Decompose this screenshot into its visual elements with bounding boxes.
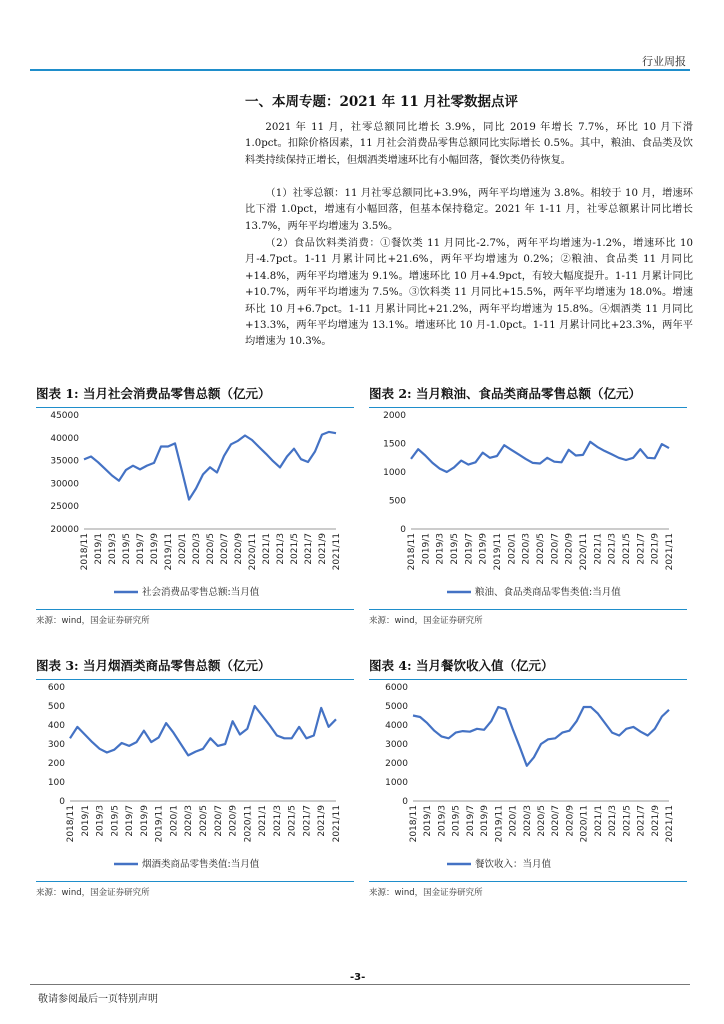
figure-1-title: 图表 1: 当月社会消费品零售总额（亿元） xyxy=(36,383,354,408)
y-tick-label: 500 xyxy=(388,496,406,507)
x-tick-label: 2020/5 xyxy=(537,805,547,837)
legend-label: 餐饮收入：当月值 xyxy=(475,859,552,870)
y-tick-label: 5000 xyxy=(385,702,408,712)
y-tick-label: 4000 xyxy=(385,721,408,731)
y-tick-label: 45000 xyxy=(50,411,79,421)
x-tick-label: 2019/3 xyxy=(437,805,448,837)
header-report-type: 行业周报 xyxy=(642,55,686,68)
y-tick-label: 400 xyxy=(47,721,65,731)
x-tick-label: 2019/1 xyxy=(423,805,434,837)
x-tick-label: 2020/5 xyxy=(206,533,216,565)
figure-2-source: 来源：wind，国金证券研究所 xyxy=(369,609,687,626)
series-line xyxy=(84,432,336,500)
x-tick-label: 2020/7 xyxy=(213,805,224,837)
y-tick-label: 0 xyxy=(400,525,406,535)
figure-1 xyxy=(36,383,354,628)
x-tick-label: 2021/11 xyxy=(332,805,342,843)
x-tick-label: 2019/7 xyxy=(136,533,146,565)
series-line xyxy=(413,707,669,766)
chart-4 xyxy=(369,681,687,881)
x-tick-label: 2019/3 xyxy=(435,533,446,565)
chart-2 xyxy=(369,409,687,609)
x-tick-label: 2020/11 xyxy=(579,805,590,843)
y-tick-label: 0 xyxy=(59,797,65,807)
x-tick-label: 2019/11 xyxy=(494,805,505,843)
x-tick-label: 2020/3 xyxy=(521,533,532,565)
x-tick-label: 2021/5 xyxy=(622,533,632,565)
y-tick-label: 1500 xyxy=(383,439,406,450)
x-tick-label: 2021/1 xyxy=(593,805,604,837)
x-tick-label: 2019/11 xyxy=(164,533,174,571)
x-tick-label: 2020/3 xyxy=(184,805,195,837)
y-tick-label: 3000 xyxy=(385,740,408,750)
x-tick-label: 2021/1 xyxy=(258,805,269,837)
y-tick-label: 2000 xyxy=(385,759,408,769)
legend-label: 烟酒类商品零售类值:当月值 xyxy=(142,859,260,870)
x-tick-label: 2020/9 xyxy=(234,533,244,565)
x-tick-label: 2019/3 xyxy=(95,805,106,837)
y-tick-label: 30000 xyxy=(50,479,79,490)
x-tick-label: 2021/11 xyxy=(332,533,342,571)
x-tick-label: 2021/7 xyxy=(636,533,647,565)
figure-2 xyxy=(369,383,687,628)
x-tick-label: 2021/5 xyxy=(287,805,298,837)
figure-3-title: 图表 3: 当月烟酒类商品零售总额（亿元） xyxy=(36,655,354,680)
x-tick-label: 2021/9 xyxy=(650,805,661,837)
section-title: 一、本周专题：2021 年 11 月社零数据点评 xyxy=(245,94,518,110)
x-tick-label: 2021/1 xyxy=(262,533,272,565)
x-tick-label: 2019/3 xyxy=(108,533,118,565)
x-tick-label: 2019/1 xyxy=(94,533,104,565)
x-tick-label: 2020/3 xyxy=(522,805,533,837)
x-tick-label: 2020/3 xyxy=(192,533,202,565)
figure-4-title: 图表 4: 当月餐饮收入值（亿元） xyxy=(369,655,687,680)
x-tick-label: 2019/5 xyxy=(110,805,121,837)
x-tick-label: 2019/11 xyxy=(154,805,165,843)
x-tick-label: 2021/3 xyxy=(607,533,618,565)
x-tick-label: 2020/1 xyxy=(507,533,518,565)
x-tick-label: 2021/9 xyxy=(318,533,328,565)
x-tick-label: 2019/9 xyxy=(139,805,150,837)
x-tick-label: 2018/11 xyxy=(80,533,90,571)
chart-1 xyxy=(36,409,354,609)
x-tick-label: 2019/1 xyxy=(80,805,91,837)
chart-3 xyxy=(36,681,354,881)
x-tick-label: 2021/11 xyxy=(665,533,675,571)
x-tick-label: 2020/5 xyxy=(199,805,209,837)
y-tick-label: 1000 xyxy=(385,778,408,788)
x-tick-label: 2019/7 xyxy=(125,805,136,837)
x-tick-label: 2021/9 xyxy=(317,805,328,837)
x-tick-label: 2021/7 xyxy=(302,805,313,837)
x-tick-label: 2020/1 xyxy=(508,805,519,837)
y-tick-label: 1000 xyxy=(383,468,406,478)
x-tick-label: 2020/1 xyxy=(169,805,180,837)
x-tick-label: 2021/5 xyxy=(622,805,633,837)
x-tick-label: 2020/11 xyxy=(579,533,589,571)
paragraph-total-retail: （1）社零总额：11 月社零总额同比+3.9%，两年平均增速为 3.8%。相较于 10 月，增速环比下滑 1.0pct，增速有小幅回落，但基本保持稳定。2021 年 1-11 月，社零总额累计同比增长 13.7%，两年平均增速为 3.5%。 xyxy=(245,188,693,232)
y-tick-label: 600 xyxy=(47,683,65,693)
y-tick-label: 300 xyxy=(47,740,65,750)
x-tick-label: 2021/11 xyxy=(665,805,675,843)
x-tick-label: 2019/7 xyxy=(464,533,475,565)
x-tick-label: 2020/11 xyxy=(243,805,254,843)
x-tick-label: 2021/3 xyxy=(272,805,283,837)
figure-3-source: 来源：wind，国金证券研究所 xyxy=(36,881,354,898)
y-tick-label: 20000 xyxy=(50,525,79,535)
x-tick-label: 2019/5 xyxy=(451,805,462,837)
x-tick-label: 2021/3 xyxy=(608,805,619,837)
x-tick-label: 2019/9 xyxy=(480,805,491,837)
figure-4 xyxy=(369,655,687,900)
x-tick-label: 2019/7 xyxy=(465,805,476,837)
y-tick-label: 500 xyxy=(47,702,65,712)
legend-label: 粮油、食品类商品零售类值:当月值 xyxy=(475,587,621,598)
legend-label: 社会消费品零售总额:当月值 xyxy=(142,587,260,598)
page-number: -3- xyxy=(350,972,366,983)
figure-1-source: 来源：wind，国金证券研究所 xyxy=(36,609,354,626)
x-tick-label: 2018/11 xyxy=(66,805,76,843)
x-tick-label: 2019/11 xyxy=(493,533,503,571)
y-tick-label: 40000 xyxy=(50,433,79,444)
figure-3 xyxy=(36,655,354,900)
y-tick-label: 35000 xyxy=(50,456,79,467)
x-tick-label: 2018/11 xyxy=(407,533,417,571)
paragraph-food-beverage: （2）食品饮料类消费：①餐饮类 11 月同比-2.7%，两年平均增速为-1.2%，增速环比 10 月-4.7pct。1-11 月累计同比+21.6%，两年平均增速为 0.2%；②粮油、食品类 11 月同比+14.8%，两年平均增速为 9.1%。增速环比 10 月+4.9pct，有较大幅度提升。1-11 月累计同比+10.7%，两年平均增速为 7.5%。③饮料类 11 月同比+15.5%，两年平均增速为 18.0%。增速环比 10 月+6.7pct。1-11 月累计同比+21.2%，两年平均增速为 15.8%。④烟酒类 11 月同比+13.3%，两年平均增速为 13.1%。增速环比 10 月-1.0pct。1-11 月累计同比+23.3%，两年平均增速为 10.3%。 xyxy=(245,238,693,348)
x-tick-label: 2020/9 xyxy=(228,805,239,837)
y-tick-label: 2000 xyxy=(383,411,406,421)
y-tick-label: 25000 xyxy=(50,502,79,513)
x-tick-label: 2019/9 xyxy=(150,533,160,565)
x-tick-label: 2021/7 xyxy=(304,533,314,565)
y-tick-label: 0 xyxy=(402,797,408,807)
header-divider xyxy=(30,69,690,71)
footer-divider xyxy=(30,984,690,985)
x-tick-label: 2020/1 xyxy=(178,533,188,565)
x-tick-label: 2019/9 xyxy=(478,533,489,565)
x-tick-label: 2021/9 xyxy=(650,533,661,565)
x-tick-label: 2018/11 xyxy=(409,805,419,843)
figure-4-source: 来源：wind，国金证券研究所 xyxy=(369,881,687,898)
x-tick-label: 2020/9 xyxy=(564,533,575,565)
x-tick-label: 2021/1 xyxy=(593,533,604,565)
x-tick-label: 2020/11 xyxy=(248,533,258,571)
figure-2-title: 图表 2: 当月粮油、食品类商品零售总额（亿元） xyxy=(369,383,687,408)
x-tick-label: 2020/9 xyxy=(565,805,576,837)
x-tick-label: 2021/3 xyxy=(276,533,286,565)
y-tick-label: 200 xyxy=(47,759,65,769)
x-tick-label: 2021/7 xyxy=(636,805,647,837)
x-tick-label: 2020/7 xyxy=(551,805,562,837)
x-tick-label: 2020/7 xyxy=(550,533,561,565)
x-tick-label: 2019/5 xyxy=(122,533,132,565)
series-line xyxy=(70,706,336,755)
x-tick-label: 2019/5 xyxy=(450,533,460,565)
y-tick-label: 6000 xyxy=(385,683,408,693)
x-tick-label: 2021/5 xyxy=(290,533,300,565)
paragraph-summary: 2021 年 11 月，社零总额同比增长 3.9%，同比 2019 年增长 7.7%，环比 10 月下滑 1.0pct。扣除价格因素，11 月社会消费品零售总额同比实际增长 0.5%。其中，粮油、食品类及饮料类持续保持正增长，但烟酒类增速环比有小幅回落，餐饮类仍待恢复。 xyxy=(245,122,693,166)
x-tick-label: 2020/7 xyxy=(220,533,230,565)
y-tick-label: 100 xyxy=(47,778,65,788)
footer-disclaimer: 敬请参阅最后一页特别声明 xyxy=(38,994,158,1005)
x-tick-label: 2020/5 xyxy=(536,533,546,565)
series-line xyxy=(411,442,669,472)
x-tick-label: 2019/1 xyxy=(421,533,432,565)
